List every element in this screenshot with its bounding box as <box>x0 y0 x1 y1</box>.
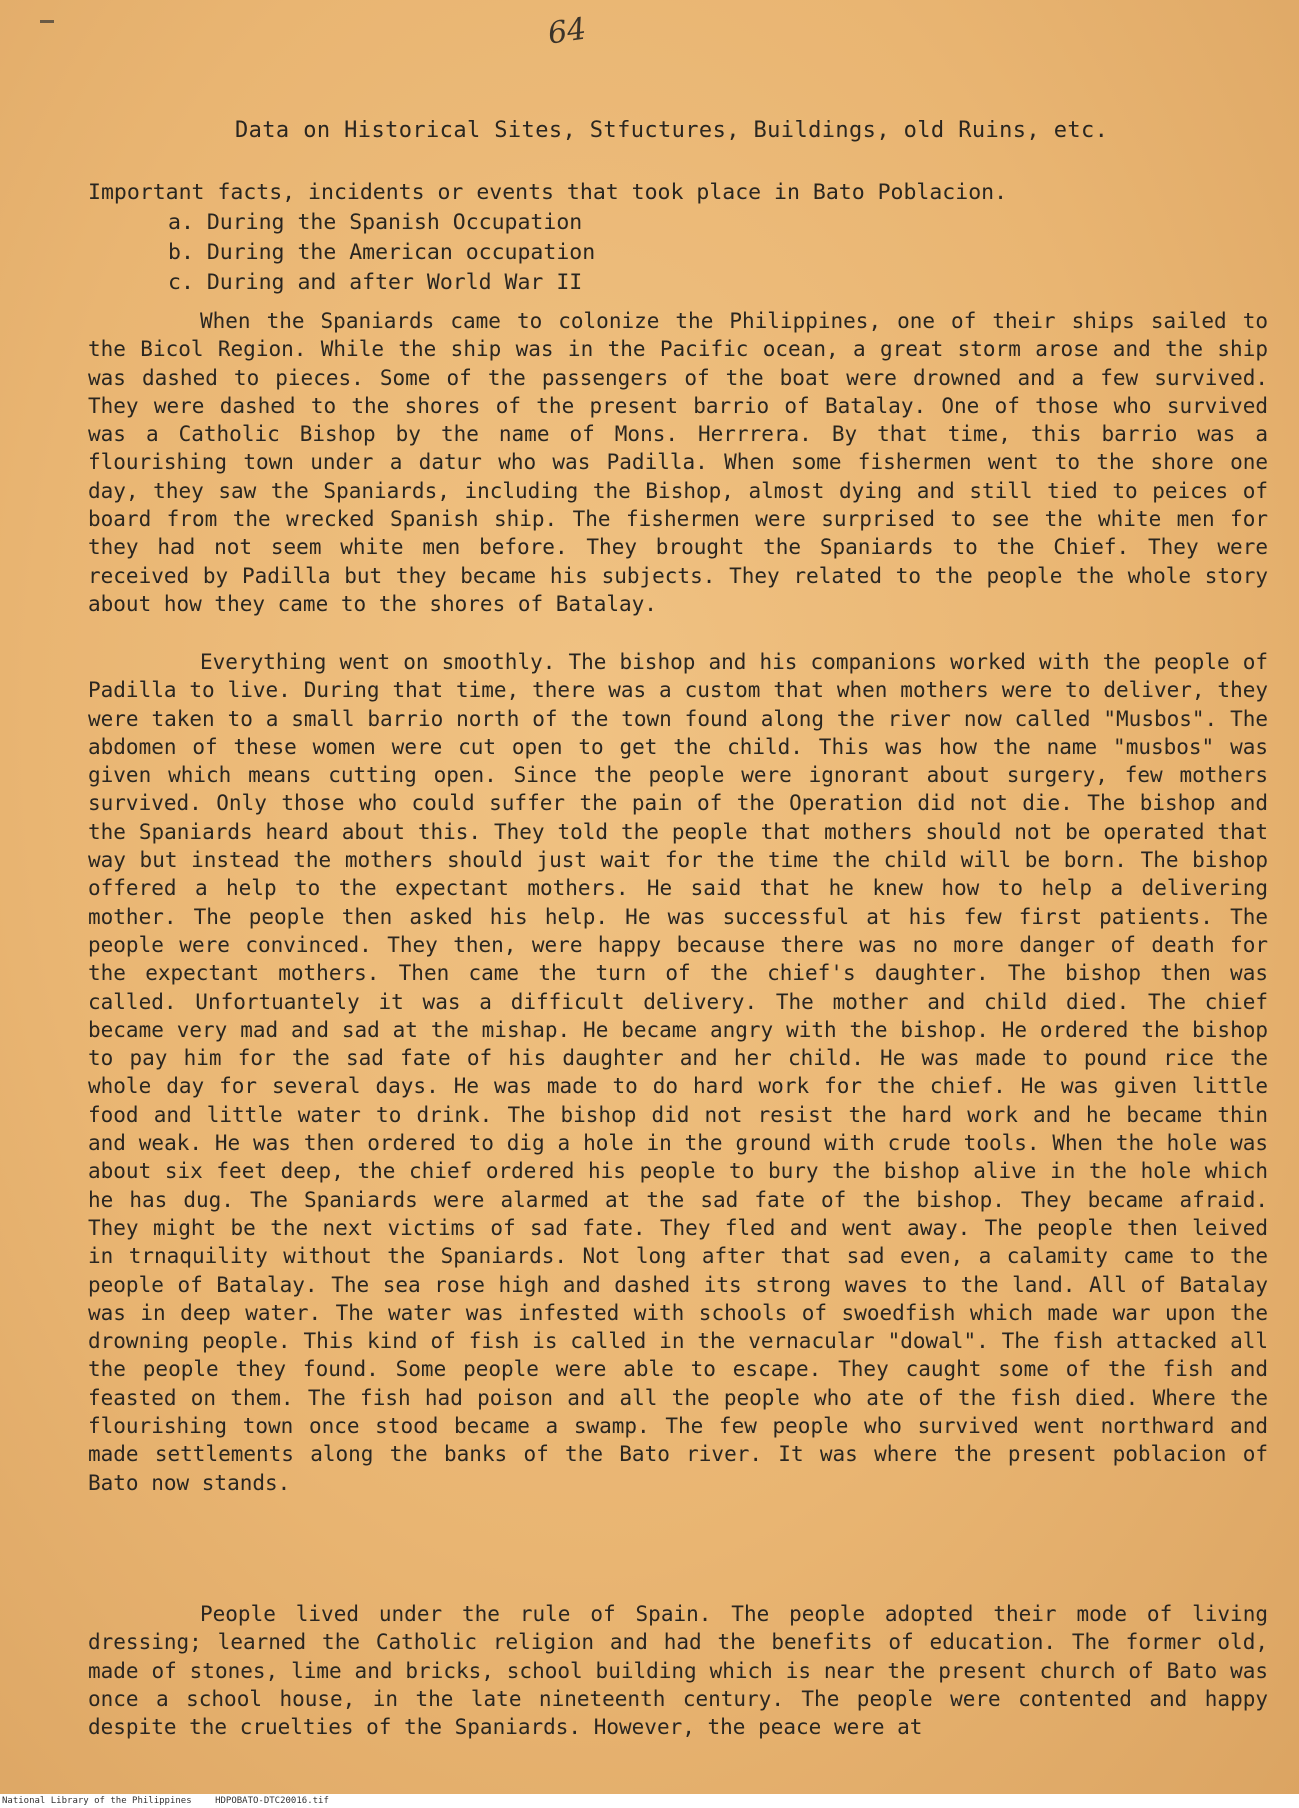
document-title: Data on Historical Sites, Stfuctures, Buildings, old Ruins, etc. <box>235 118 1109 143</box>
corner-mark <box>40 20 54 23</box>
page-number-mark: 64 <box>545 11 589 52</box>
paragraph-spanish-rule: People lived under the rule of Spain. The people adopted their mode of living dressing; learned the Catholic religion and had the benefits of education. The former old, made of stones, lime and bricks, school building which is near the present church of Bato was once a school house, in the late nineteenth century. The people were contented and happy despite the cruelties of the Spaniards. However, the peace were at <box>88 1602 1268 1740</box>
intro-heading: Important facts, incidents or events that took place in Bato Poblacion. <box>88 180 1008 205</box>
paragraph-shipwreck: When the Spaniards came to colonize the Philippines, one of their ships sailed to the Bicol Region. While the ship was in the Pacific ocean, a great storm arose and the ship was dashed to pieces. Some of the passengers of the boat were drowned and a few survived. They were dashed to the shores of the present barrio of Batalay. One of those who survived was a Catholic Bishop by the name of Mons. Herrrera. By that time, this barrio was a flourishing town under a datur who was Padilla. When some fishermen went to the shore one day, they saw the Spaniards, including the Bishop, almost dying and still tied to peices of board from the wrecked Spanish ship. The fishermen were surprised to see the white men for they had not seem white men before. They brought the Spaniards to the Chief. They were received by Padilla but they became his subjects. They related to the people the whole story about how they came to the shores of Batalay. <box>88 309 1268 616</box>
paragraph-bishop: Everything went on smoothly. The bishop and his companions worked with the people of Padilla to live. During that time, there was a custom that when mothers were to deliver, they were taken to a small barrio north of the town found along the river now called "Musbos". The abdomen of these women were cut open to get the child. This was how the name "musbos" was given which means cutting open. Since the people were ignorant about surgery, few mothers survived. Only those who could suffer the pain of the Operation did not die. The bishop and the Spaniards heard about this. They told the people that mothers should not be operated that way but instead the mothers should just wait for the time the child will be born. The bishop offered a help to the expectant mothers. He said that he knew how to help a delivering mother. The people then asked his help. He was successful at his few first patients. The people were convinced. They then, were happy because there was no more danger of death for the expectant mothers. Then came the turn of the chief's daughter. The bishop then was called. Unfortuantely it was a difficult delivery. The mother and child died. The chief became very mad and sad at the mishap. He became angry with the bishop. He ordered the bishop to pay him for the sad fate of his daughter and her child. He was made to pound rice the whole day for several days. He was made to do hard work for the chief. He was given little food and little water to drink. The bishop did not resist the hard work and he became thin and weak. He was then ordered to dig a hole in the ground with crude tools. When the hole was about six feet deep, the chief ordered his people to bury the bishop alive in the hole which he has dug. The Spaniards were alarmed at the sad fate of the bishop. They became afraid. They might be the next victims of sad fate. They fled and went away. The people then leived in trnaquility without the Spaniards. Not long after that sad even, a calamity came to the people of Batalay. The sea rose high and dashed its strong waves to the land. All of Batalay was in deep water. The water was infested with schools of swoedfish which made war upon the drowning people. This kind of fish is called in the vernacular "dowal". The fish attacked all the people they found. Some people were able to escape. They caught some of the fish and feasted on them. The fish had poison and all the people who ate of the fish died. Where the flourishing town once stood became a swamp. The few people who survived went northward and made settlements along the banks of the Bato river. It was where the present poblacion of Bato now stands. <box>88 650 1268 1495</box>
intro-item: a. During the Spanish Occupation <box>168 210 583 235</box>
intro-section <box>88 178 1007 298</box>
footer-library: National Library of the Philippines <box>2 1796 192 1806</box>
intro-item: c. During and after World War II <box>168 270 583 295</box>
scan-footer <box>0 1794 1299 1808</box>
footer-filename: HDPOBATO-DTC20016.tif <box>215 1796 329 1806</box>
intro-item: b. During the American occupation <box>168 240 596 265</box>
